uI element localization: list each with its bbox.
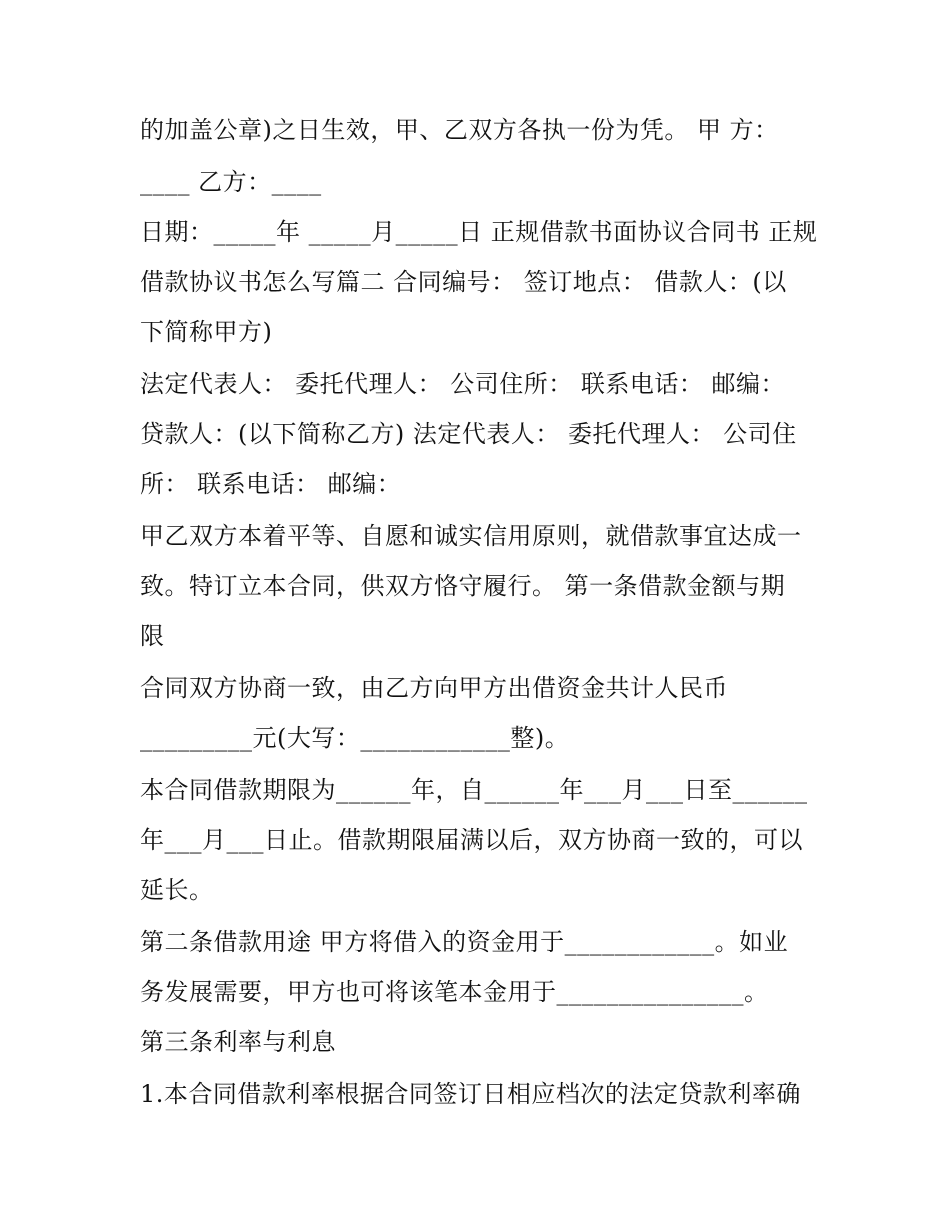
text-line: 1.本合同借款利率根据合同签订日相应档次的法定贷款利率确 (140, 1080, 801, 1108)
text-line: 年___月___日止。借款期限届满以后，双方协商一致的，可以 (140, 826, 803, 854)
section-heading: 第三条利率与利息 (140, 1028, 336, 1056)
text-line: 第二条借款用途 甲方将借入的资金用于____________。如业 (140, 928, 789, 956)
text-line: 日期：_____年 _____月_____日 正规借款书面协议合同书 正规 (140, 218, 818, 246)
text-line: 合同双方协商一致，由乙方向甲方出借资金共计人民币 (140, 674, 728, 702)
text-line: 所： 联系电话： 邮编： (140, 470, 402, 498)
text-line: _________元(大写：____________整)。 (140, 724, 570, 752)
text-line: 本合同借款期限为______年，自______年___月___日至______ (140, 776, 808, 804)
text-line: 甲乙双方本着平等、自愿和诚实信用原则，就借款事宜达成一 (140, 522, 802, 550)
text-line: 贷款人：(以下简称乙方) 法定代表人： 委托代理人： 公司住 (140, 420, 797, 448)
text-line: 下简称甲方) (140, 318, 273, 346)
text-line: 借款协议书怎么写篇二 合同编号： 签订地点： 借款人：(以 (140, 268, 787, 296)
text-line: 延长。 (140, 876, 214, 904)
text-line: 的加盖公章)之日生效，甲、乙双方各执一份为凭。 甲 方： (140, 116, 779, 144)
text-line: 法定代表人： 委托代理人： 公司住所： 联系电话： 邮编： (140, 370, 786, 398)
text-line: 限 (140, 622, 165, 650)
text-line: 致。特订立本合同，供双方恪守履行。 第一条借款金额与期 (140, 572, 786, 600)
text-line: ____ 乙方：____ (140, 168, 322, 196)
text-line: 务发展需要，甲方也可将该笔本金用于_______________。 (140, 978, 769, 1006)
